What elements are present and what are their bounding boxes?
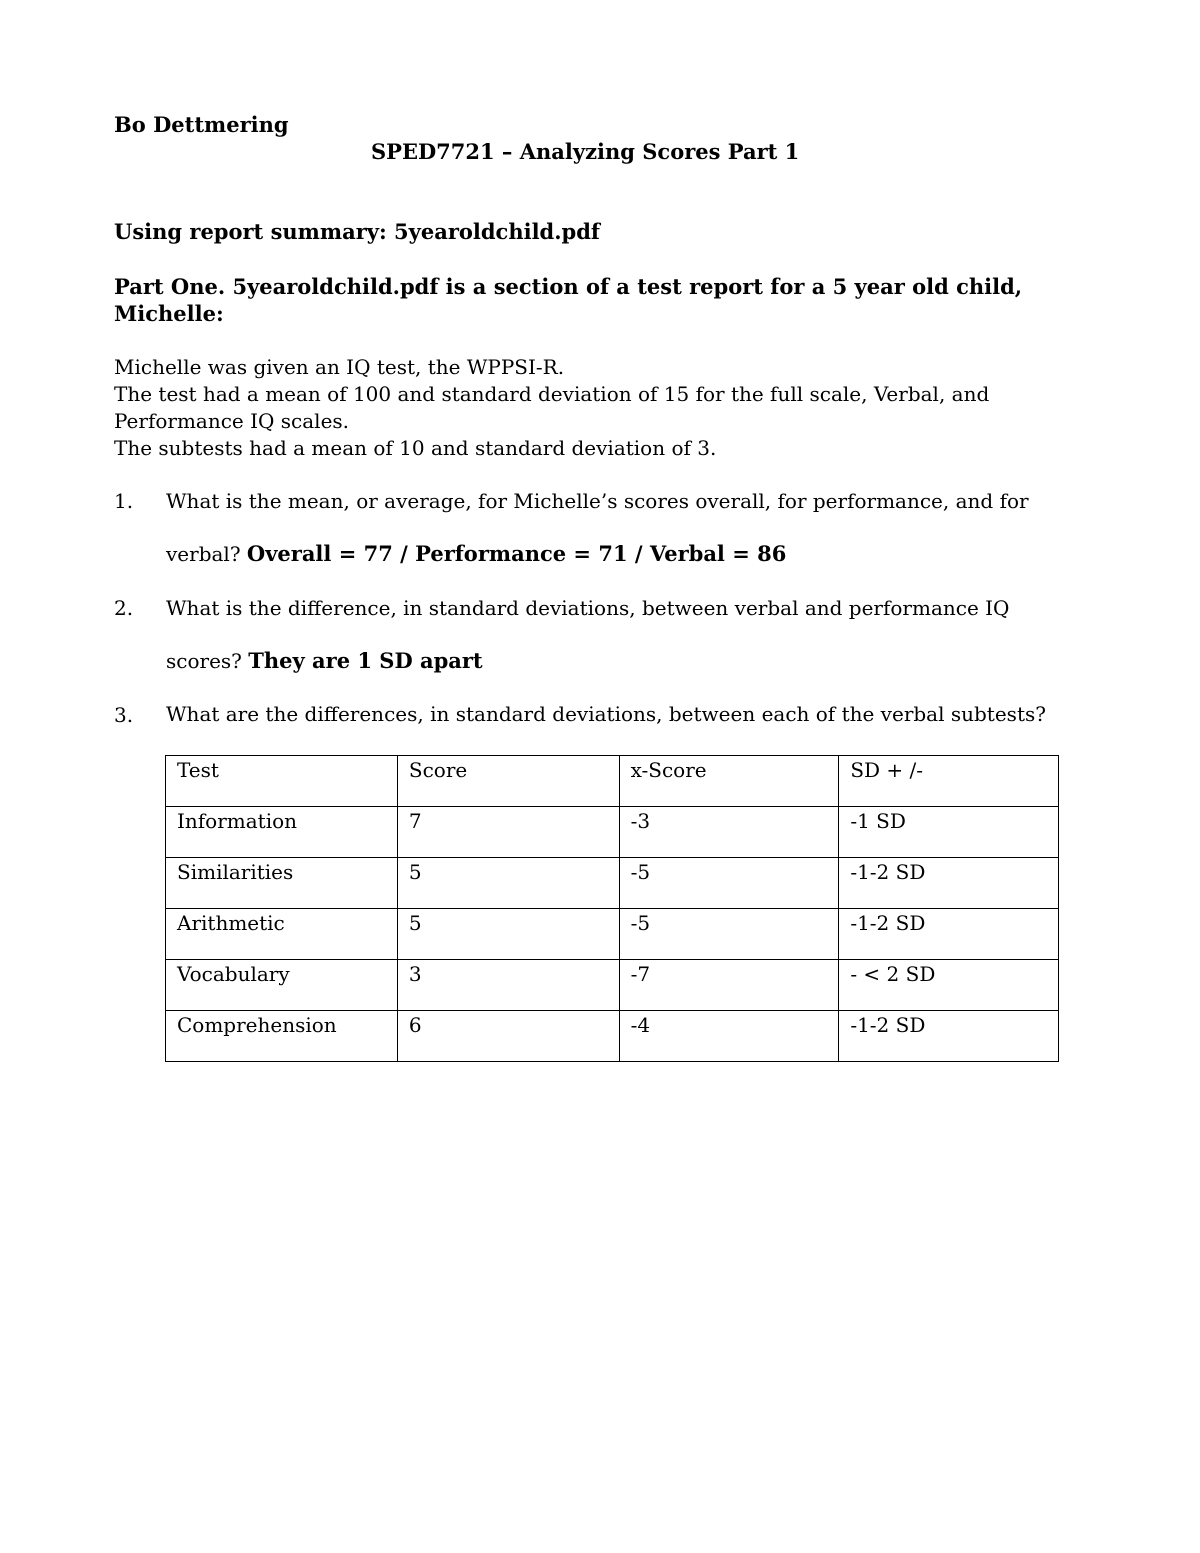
cell-test: Comprehension: [166, 1011, 398, 1062]
header-cell-x-score: x-Score: [619, 756, 839, 807]
cell-test: Information: [166, 807, 398, 858]
intro-line-3: Performance IQ scales.: [114, 409, 350, 433]
cell-sd: -1-2 SD: [839, 909, 1059, 960]
part-one-line-1: Part One. 5yearoldchild.pdf is a section of a test report for a 5 year old child,: [114, 274, 1023, 299]
intro-line-2: The test had a mean of 100 and standard deviation of 15 for the full scale, Verbal, and: [114, 382, 990, 406]
question-1-line-2: [166, 541, 786, 566]
document-title: SPED7721 – Analyzing Scores Part 1: [371, 139, 800, 164]
author-name: Bo Dettmering: [114, 112, 289, 137]
cell-x-score: -5: [619, 858, 839, 909]
header-cell-score: Score: [397, 756, 619, 807]
question-2-line-1: What is the difference, in standard deviations, between verbal and performance IQ: [166, 596, 1010, 620]
report-source-line: Using report summary: 5yearoldchild.pdf: [114, 219, 600, 244]
table-row: [166, 858, 1059, 909]
question-2-line-2: [166, 648, 483, 673]
part-one-heading: [114, 273, 1074, 327]
intro-line-1: Michelle was given an IQ test, the WPPSI-R.: [114, 355, 565, 379]
question-3-number: 3.: [114, 703, 134, 727]
cell-score: 3: [397, 960, 619, 1011]
table-row: [166, 807, 1059, 858]
question-2-number: 2.: [114, 596, 134, 620]
cell-test: Arithmetic: [166, 909, 398, 960]
cell-sd: - < 2 SD: [839, 960, 1059, 1011]
question-2-answer: They are 1 SD apart: [248, 648, 483, 673]
table-row: [166, 909, 1059, 960]
cell-score: 6: [397, 1011, 619, 1062]
cell-score: 5: [397, 909, 619, 960]
question-1-line-2-text: verbal?: [166, 542, 241, 566]
cell-x-score: -3: [619, 807, 839, 858]
question-1-number: 1.: [114, 489, 134, 513]
intro-paragraph: [114, 354, 1074, 462]
question-1-answer: Overall = 77 / Performance = 71 / Verbal = 86: [246, 541, 787, 566]
cell-x-score: -7: [619, 960, 839, 1011]
header-cell-sd: SD + /-: [839, 756, 1059, 807]
header-cell-test: Test: [166, 756, 398, 807]
cell-test: Vocabulary: [166, 960, 398, 1011]
cell-x-score: -4: [619, 1011, 839, 1062]
cell-sd: -1 SD: [839, 807, 1059, 858]
verbal-subtests-table: [165, 755, 1059, 1062]
table-row: [166, 960, 1059, 1011]
cell-sd: -1-2 SD: [839, 858, 1059, 909]
part-one-line-2: Michelle:: [114, 301, 224, 326]
table-header-row: [166, 756, 1059, 807]
question-1-line-1: What is the mean, or average, for Michelle’s scores overall, for performance, and for: [166, 489, 1029, 513]
cell-score: 5: [397, 858, 619, 909]
cell-sd: -1-2 SD: [839, 1011, 1059, 1062]
cell-x-score: -5: [619, 909, 839, 960]
table-row: [166, 1011, 1059, 1062]
cell-test: Similarities: [166, 858, 398, 909]
intro-line-4: The subtests had a mean of 10 and standard deviation of 3.: [114, 436, 717, 460]
question-2-line-2-text: scores?: [166, 649, 242, 673]
cell-score: 7: [397, 807, 619, 858]
question-3-line-1: What are the differences, in standard deviations, between each of the verbal subtests?: [166, 702, 1046, 726]
